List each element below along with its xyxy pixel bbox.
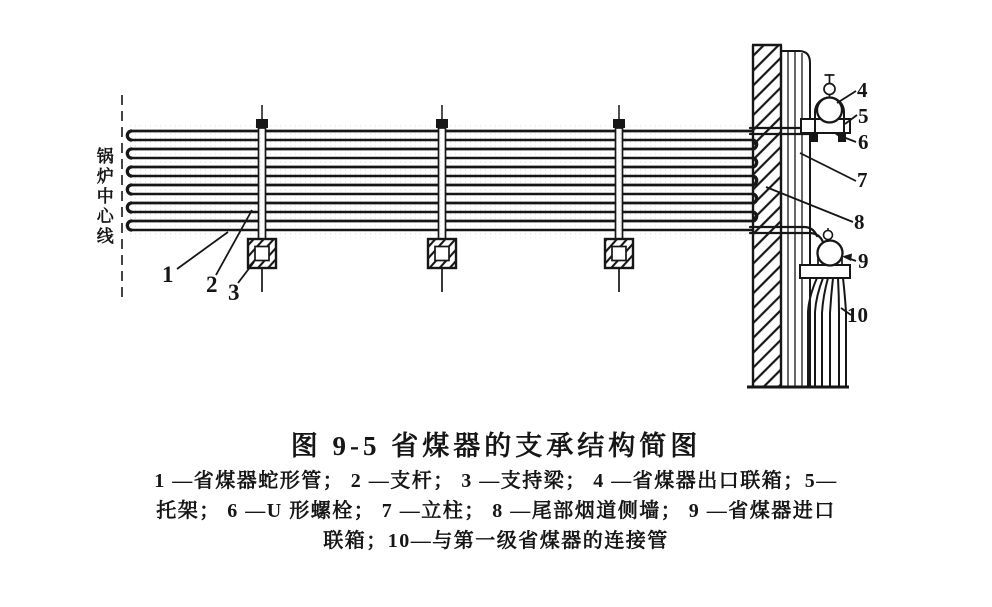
connecting-pipes-to-first-stage xyxy=(808,278,846,386)
part-marker-3: 3 xyxy=(228,280,240,305)
support-rod xyxy=(439,128,446,239)
inlet-header xyxy=(818,241,843,266)
part-marker-2: 2 xyxy=(206,272,218,297)
hanger-rod-assembly-2 xyxy=(428,105,456,292)
figure-legend-line-1: 1 —省煤器蛇形管； 2 —支杆； 3 —支持梁； 4 —省煤器出口联箱；5— xyxy=(154,470,838,492)
part-marker-5: 5 xyxy=(858,104,869,128)
inlet-header-assembly xyxy=(800,228,850,386)
figure-legend-line-2: 托架； 6 —U 形螺栓； 7 —立柱； 8 —尾部烟道侧墙； 9 —省煤器进口 xyxy=(156,500,836,522)
boiler-centerline-label: 锅炉中心线 xyxy=(93,147,113,247)
support-rod xyxy=(616,128,623,239)
part-marker-1: 1 xyxy=(162,262,174,287)
part-marker-4: 4 xyxy=(857,78,868,102)
hanger-rod-assembly-3 xyxy=(605,105,633,292)
coil-left-bends xyxy=(127,131,131,230)
support-column xyxy=(781,51,810,386)
u-bolt-nut-left xyxy=(810,133,818,142)
part-marker-10: 10 xyxy=(847,303,868,327)
part-marker-9: 9 xyxy=(858,249,869,273)
part-marker-8: 8 xyxy=(854,210,865,234)
outlet-header-assembly xyxy=(801,74,850,142)
support-rod xyxy=(259,128,266,239)
economizer-coil-tubes xyxy=(127,119,824,242)
inlet-bracket xyxy=(800,265,850,278)
part-marker-6: 6 xyxy=(858,130,869,154)
figure-legend-line-3: 联箱；10—与第一级省煤器的连接管 xyxy=(323,530,669,552)
figure-caption: 图 9-5 省煤器的支承结构简图 xyxy=(290,431,702,461)
part-marker-7: 7 xyxy=(857,168,868,192)
